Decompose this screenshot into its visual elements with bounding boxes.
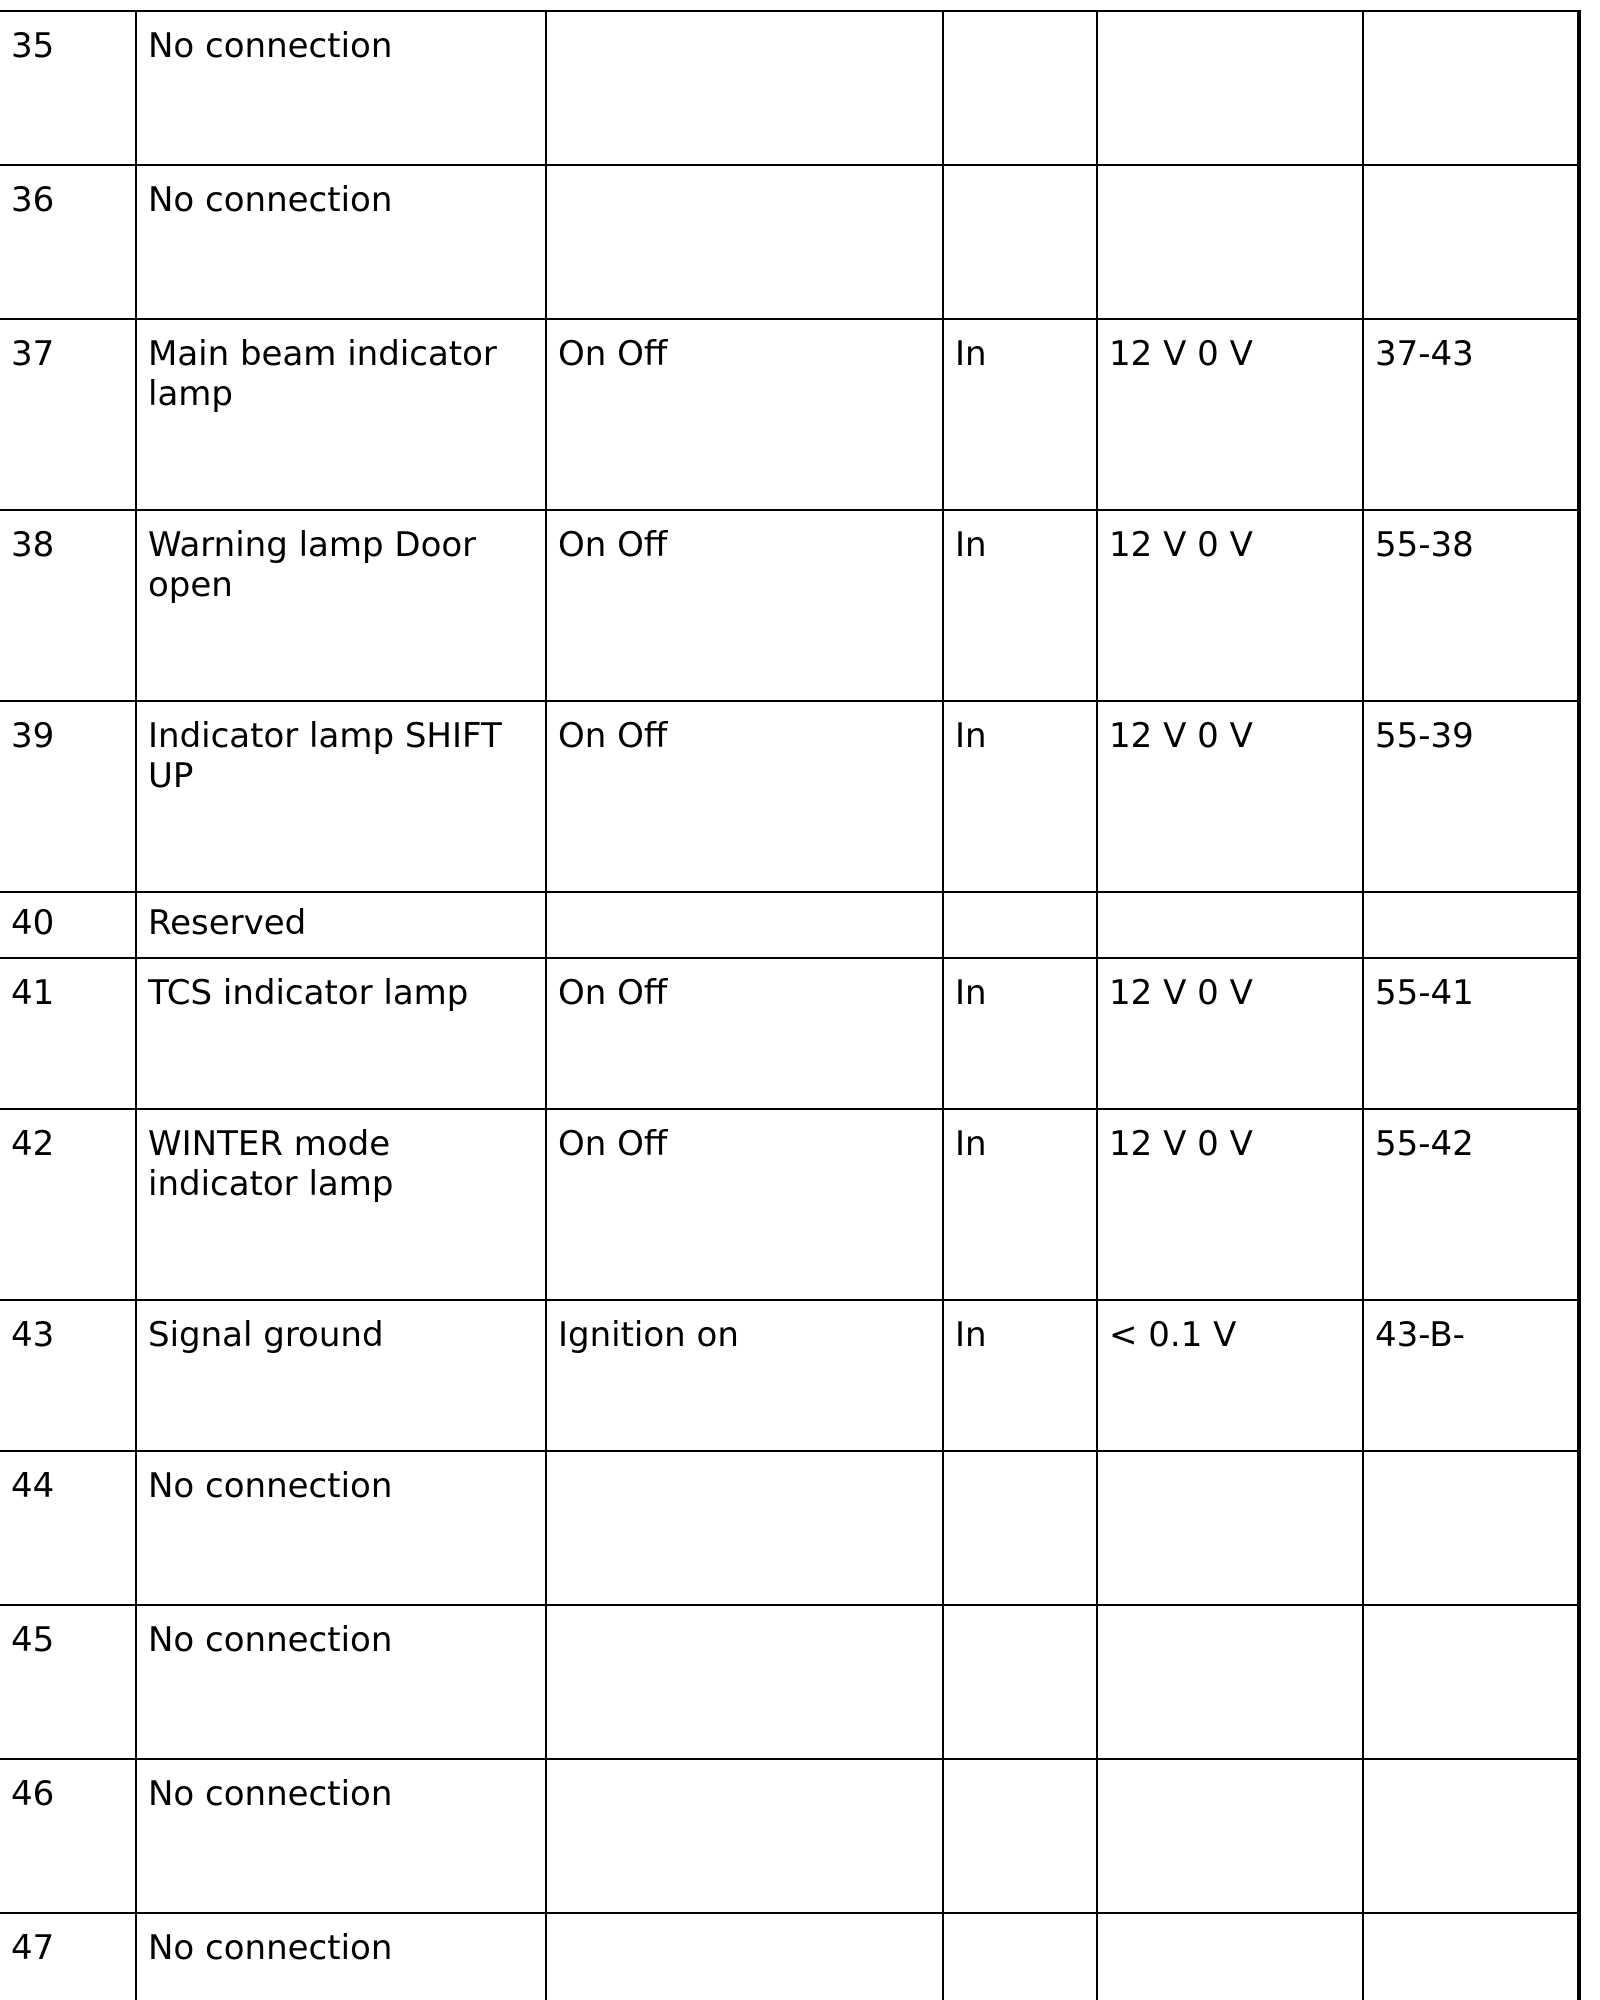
pin-number-cell: 44: [0, 1451, 136, 1605]
pin-number-cell: 37: [0, 319, 136, 510]
function-cell: Indicator lamp SHIFT UP: [136, 701, 546, 892]
direction-cell: [943, 892, 1097, 958]
function-cell: No connection: [136, 11, 546, 165]
pin-number-cell: 39: [0, 701, 136, 892]
condition-cell: [546, 165, 943, 319]
direction-cell: In: [943, 510, 1097, 701]
value-cell: [1097, 1759, 1363, 1913]
table-row: [0, 165, 1578, 319]
condition-cell: [546, 1605, 943, 1759]
condition-cell: On Off: [546, 958, 943, 1109]
value-cell: [1097, 11, 1363, 165]
measure-cell: [1363, 11, 1578, 165]
function-cell: Signal ground: [136, 1300, 546, 1451]
table-row: [0, 1300, 1578, 1451]
condition-cell: On Off: [546, 319, 943, 510]
direction-cell: In: [943, 701, 1097, 892]
function-cell: No connection: [136, 1913, 546, 2000]
table-row: [0, 11, 1578, 165]
direction-cell: In: [943, 1109, 1097, 1300]
measure-cell: [1363, 892, 1578, 958]
condition-cell: [546, 1451, 943, 1605]
pin-number-cell: 40: [0, 892, 136, 958]
pin-number-cell: 43: [0, 1300, 136, 1451]
condition-cell: On Off: [546, 1109, 943, 1300]
measure-cell: 55-39: [1363, 701, 1578, 892]
pin-number-cell: 38: [0, 510, 136, 701]
table-row: [0, 701, 1578, 892]
document-page: [0, 10, 1581, 2000]
value-cell: 12 V 0 V: [1097, 319, 1363, 510]
value-cell: 12 V 0 V: [1097, 510, 1363, 701]
direction-cell: In: [943, 319, 1097, 510]
table-row: [0, 1759, 1578, 1913]
measure-cell: [1363, 1913, 1578, 2000]
direction-cell: In: [943, 958, 1097, 1109]
direction-cell: [943, 1913, 1097, 2000]
table-row: [0, 1605, 1578, 1759]
table-row: [0, 1109, 1578, 1300]
value-cell: < 0.1 V: [1097, 1300, 1363, 1451]
measure-cell: [1363, 165, 1578, 319]
value-cell: 12 V 0 V: [1097, 1109, 1363, 1300]
table-row: [0, 892, 1578, 958]
function-cell: No connection: [136, 1605, 546, 1759]
function-cell: Reserved: [136, 892, 546, 958]
direction-cell: [943, 1451, 1097, 1605]
pin-number-cell: 47: [0, 1913, 136, 2000]
function-cell: WINTER mode indicator lamp: [136, 1109, 546, 1300]
value-cell: [1097, 1451, 1363, 1605]
pin-number-cell: 41: [0, 958, 136, 1109]
direction-cell: In: [943, 1300, 1097, 1451]
value-cell: 12 V 0 V: [1097, 958, 1363, 1109]
table-row: [0, 319, 1578, 510]
direction-cell: [943, 11, 1097, 165]
function-cell: No connection: [136, 1759, 546, 1913]
value-cell: [1097, 165, 1363, 319]
direction-cell: [943, 1605, 1097, 1759]
function-cell: No connection: [136, 165, 546, 319]
pin-number-cell: 35: [0, 11, 136, 165]
condition-cell: [546, 1913, 943, 2000]
pin-number-cell: 46: [0, 1759, 136, 1913]
table-row: [0, 510, 1578, 701]
value-cell: 12 V 0 V: [1097, 701, 1363, 892]
pin-number-cell: 45: [0, 1605, 136, 1759]
value-cell: [1097, 892, 1363, 958]
function-cell: Main beam indicator lamp: [136, 319, 546, 510]
condition-cell: [546, 1759, 943, 1913]
measure-cell: [1363, 1759, 1578, 1913]
table-row: [0, 958, 1578, 1109]
function-cell: TCS indicator lamp: [136, 958, 546, 1109]
measure-cell: 37-43: [1363, 319, 1578, 510]
value-cell: [1097, 1605, 1363, 1759]
table-row: [0, 1913, 1578, 2000]
measure-cell: [1363, 1605, 1578, 1759]
condition-cell: On Off: [546, 510, 943, 701]
pin-number-cell: 36: [0, 165, 136, 319]
measure-cell: [1363, 1451, 1578, 1605]
direction-cell: [943, 1759, 1097, 1913]
table-row: [0, 1451, 1578, 1605]
condition-cell: [546, 892, 943, 958]
pin-table: [0, 10, 1579, 2000]
measure-cell: 55-42: [1363, 1109, 1578, 1300]
condition-cell: On Off: [546, 701, 943, 892]
function-cell: No connection: [136, 1451, 546, 1605]
measure-cell: 43-B-: [1363, 1300, 1578, 1451]
value-cell: [1097, 1913, 1363, 2000]
condition-cell: [546, 11, 943, 165]
measure-cell: 55-41: [1363, 958, 1578, 1109]
direction-cell: [943, 165, 1097, 319]
condition-cell: Ignition on: [546, 1300, 943, 1451]
measure-cell: 55-38: [1363, 510, 1578, 701]
function-cell: Warning lamp Door open: [136, 510, 546, 701]
pin-number-cell: 42: [0, 1109, 136, 1300]
